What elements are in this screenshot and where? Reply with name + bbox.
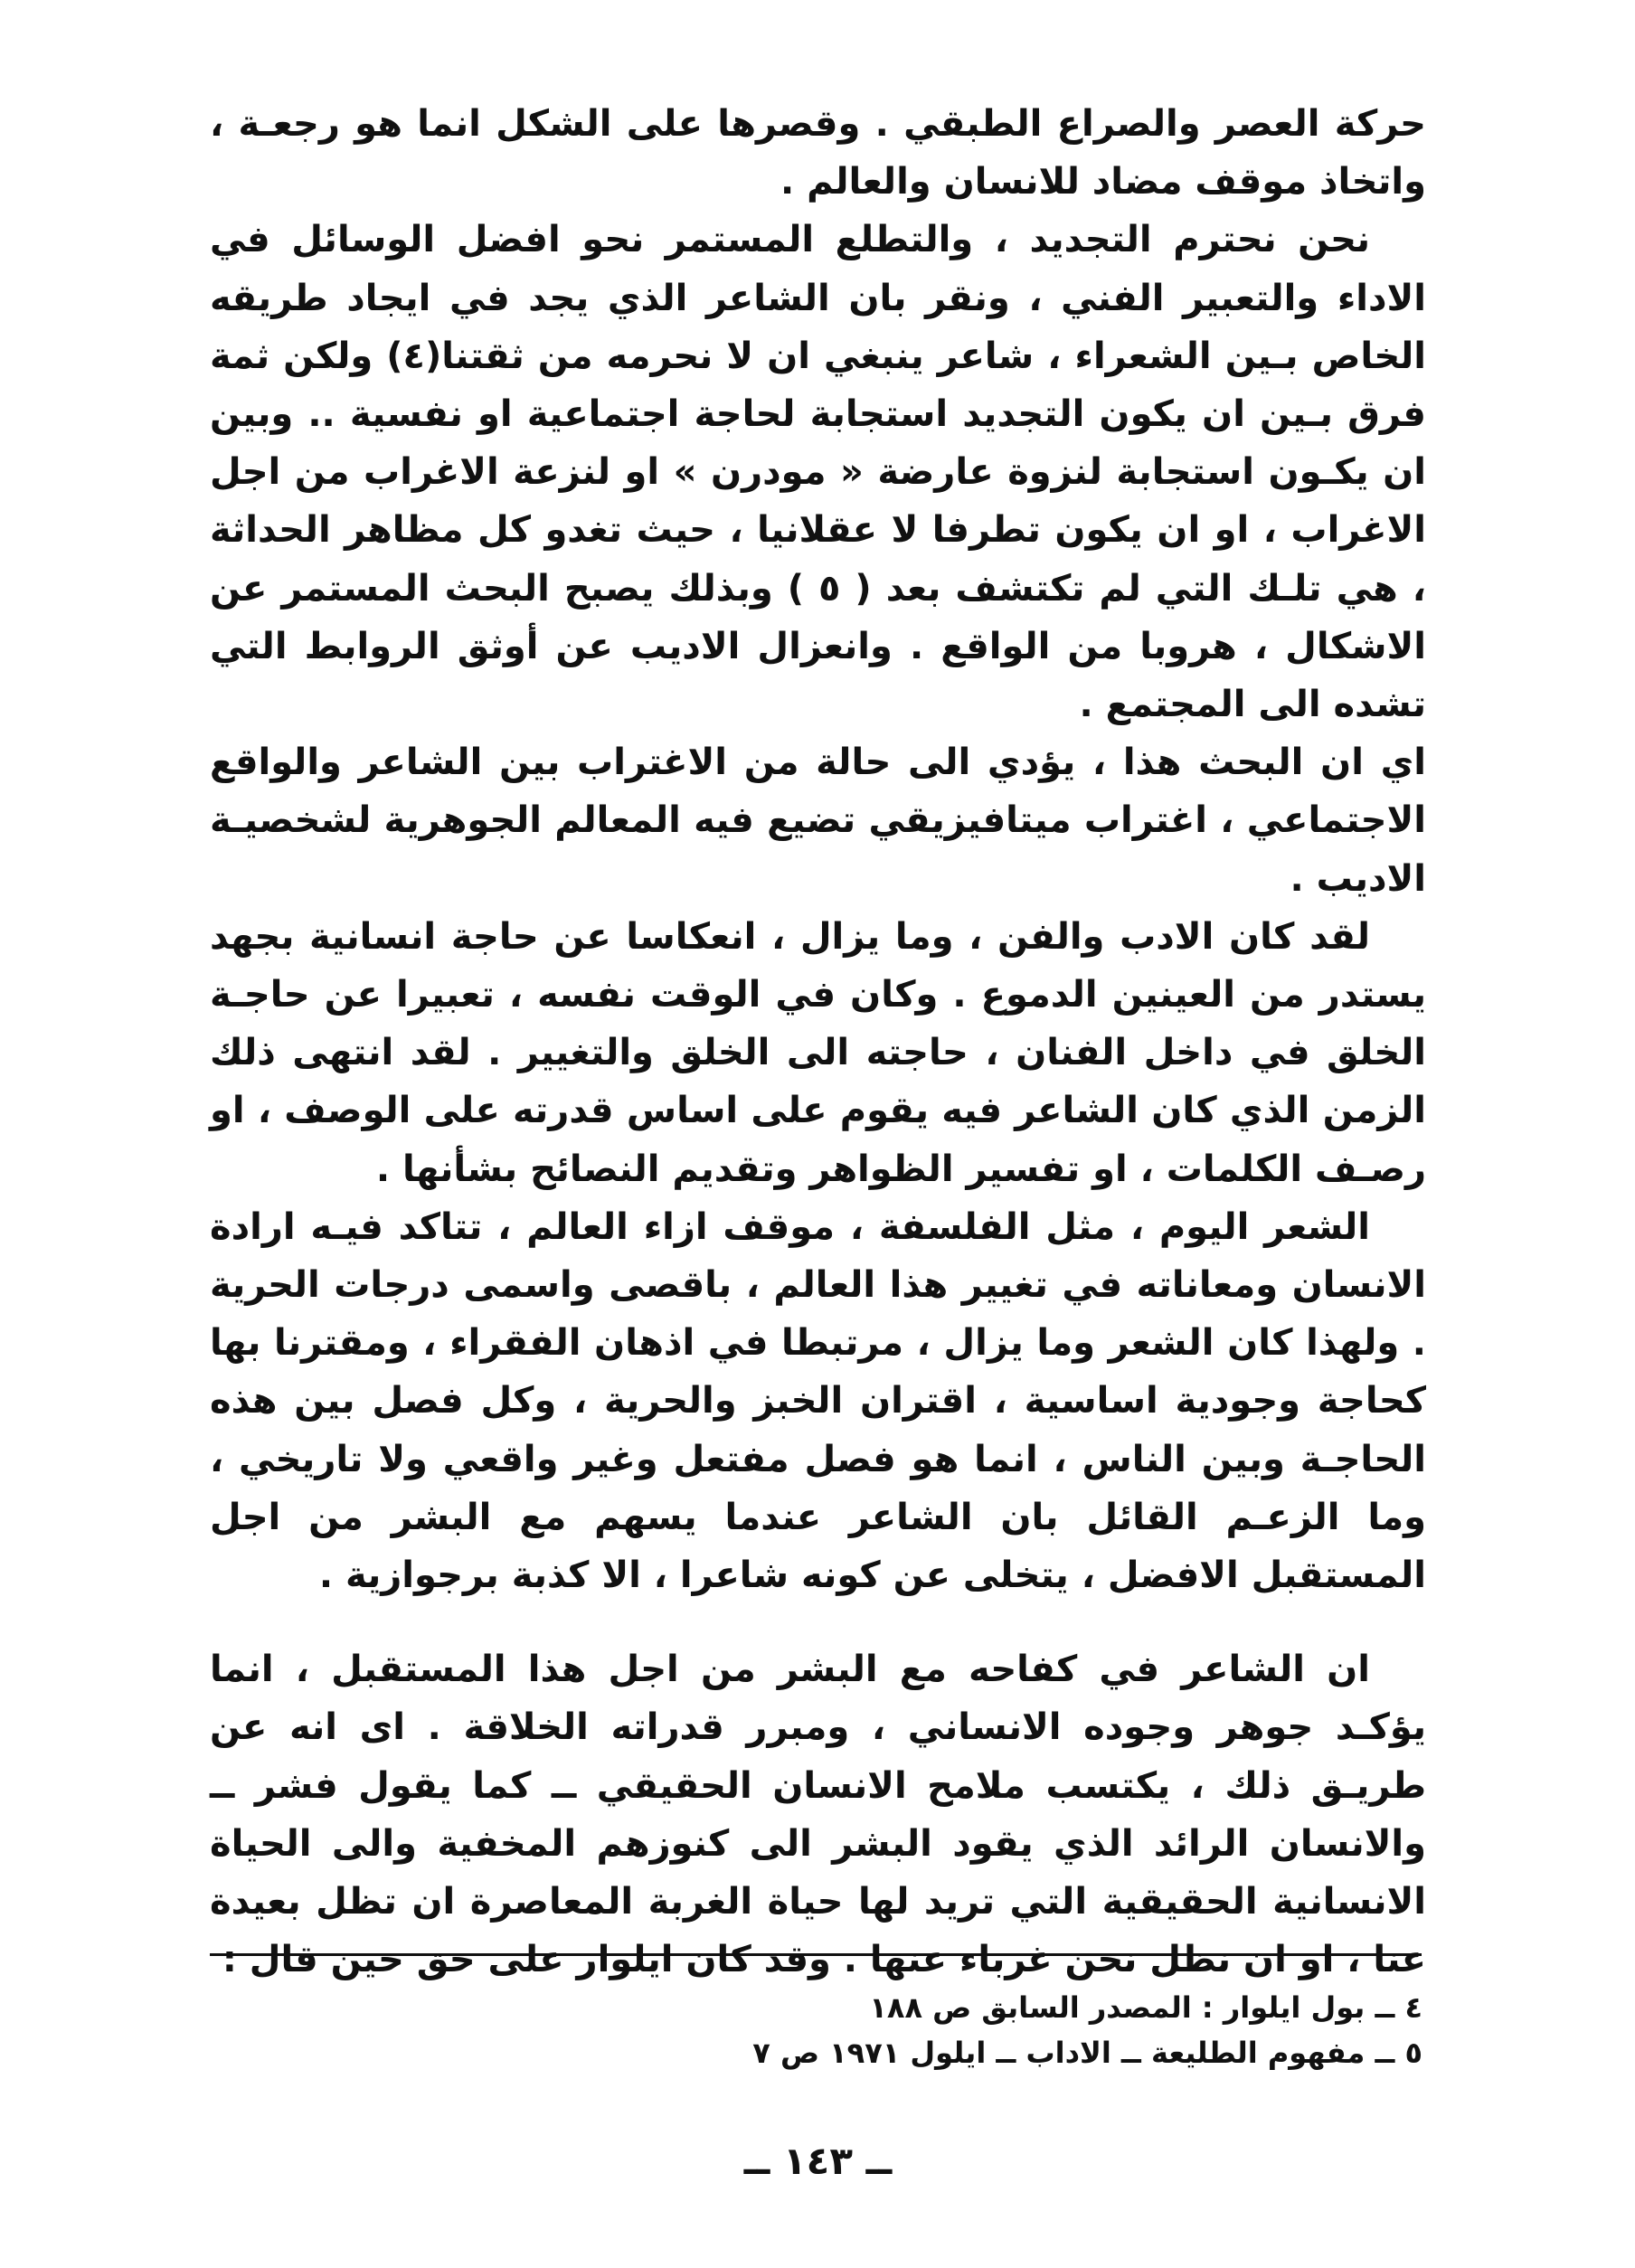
- footnote-divider: [210, 1953, 1422, 1956]
- paragraph-art-need: لقد كان الادب والفن ، وما يزال ، انعكاسا عن حاجة انسانية بجهد يستدر من العينين الدموع . وكان في الوقت نفسه ، تعبيرا عن حاجـة الخلق في داخل الفنان ، حاجته الى الخلق والتغيير . لقد انتهى ذلك الزمن الذي كان الشاعر فيه يقوم على اساس قدرته على الوصف ، او رصـف الكلمات ، او تفسير الظواهر وتقديم النصائح بشأنها .: [210, 915, 1426, 1190]
- footnote-5: ٥ ــ مفهوم الطليعة ــ الاداب ــ ايلول ١٩٧١ ص ٧: [752, 2036, 1422, 2070]
- paragraph-poet-struggle: ان الشاعر في كفاحه مع البشر من اجل هذا المستقبل ، انما يؤكـد جوهر وجوده الانساني ، ومبرر قدراته الخلاقة . اى انه عن طريـق ذلك ، يكتسب ملامح الانسان الحقيقي ــ كما يقول فشر ــ والانسان الرائد الذي يقود البشر الى كنوزهم المخفية والى الحياة الانسانية الحقيقية التي تريد لها حياة الغربة المعاصرة ان تظل بعيدة عنا ، او ان نظل نحن غرباء عنها . وقد كان ايلوار على حق حين قال :: [210, 1649, 1426, 1981]
- footnotes: [428, 1985, 1422, 2075]
- paragraph-continuation: حركة العصر والصراع الطبقي . وقصرها على الشكل انما هو رجعـة ، واتخاذ موقف مضاد للانسان والعالم .: [210, 103, 1426, 203]
- paragraph-innovation: نحن نحترم التجديد ، والتطلع المستمر نحو افضل الوسائل في الاداء والتعبير الفني ، ونقر بان الشاعر الذي يجد في ايجاد طريقه الخاص بـين الشعراء ، شاعر ينبغي ان لا نحرمه من ثقتنا(٤) ولكن ثمة فرق بـين ان يكون التجديد استجابة لحاجة اجتماعية او نفسية .. وبين ان يكـون استجابة لنزوة عارضة « مودرن » او لنزعة الاغراب من اجل الاغراب ، او ان يكون تطرفا لا عقلانيا ، حيث تغدو كل مظاهر الحداثة ، هي تلـك التي لم تكتشف بعد ( ٥ ) وبذلك يصبح البحث المستمر عن الاشكال ، هروبا من الواقع . وانعزال الاديب عن أوثق الروابط التي تشده الى المجتمع .: [210, 219, 1426, 726]
- footnote-4: ٤ ــ بول ايلوار : المصدر السابق ص ١٨٨: [869, 1990, 1422, 2025]
- paragraph-poetry-today: الشعر اليوم ، مثل الفلسفة ، موقف ازاء العالم ، تتاكد فيـه ارادة الانسان ومعاناته في تغيير هذا العالم ، باقصى واسمى درجات الحرية . ولهذا كان الشعر وما يزال ، مرتبطا في اذهان الفقراء ، ومقترنا بها كحاجة وجودية اساسية ، اقتران الخبز والحرية ، وكل فصل بين هذه الحاجـة وبين الناس ، انما هو فصل مفتعل وغير واقعي ولا تاريخي ، وما الزعـم القائل بان الشاعر عندما يسهم مع البشر من اجل المستقبل الافضل ، يتخلى عن كونه شاعرا ، الا كذبة برجوازية .: [210, 1205, 1426, 1597]
- paragraph-alienation: اي ان البحث هذا ، يؤدي الى حالة من الاغتراب بين الشاعر والواقع الاجتماعي ، اغتراب ميتافيزيقي تضيع فيه المعالم الجوهرية لشخصيـة الاديب .: [210, 742, 1426, 900]
- page-number: ــ ١٤٣ ــ: [743, 2139, 893, 2183]
- book-page: [210, 95, 1426, 2247]
